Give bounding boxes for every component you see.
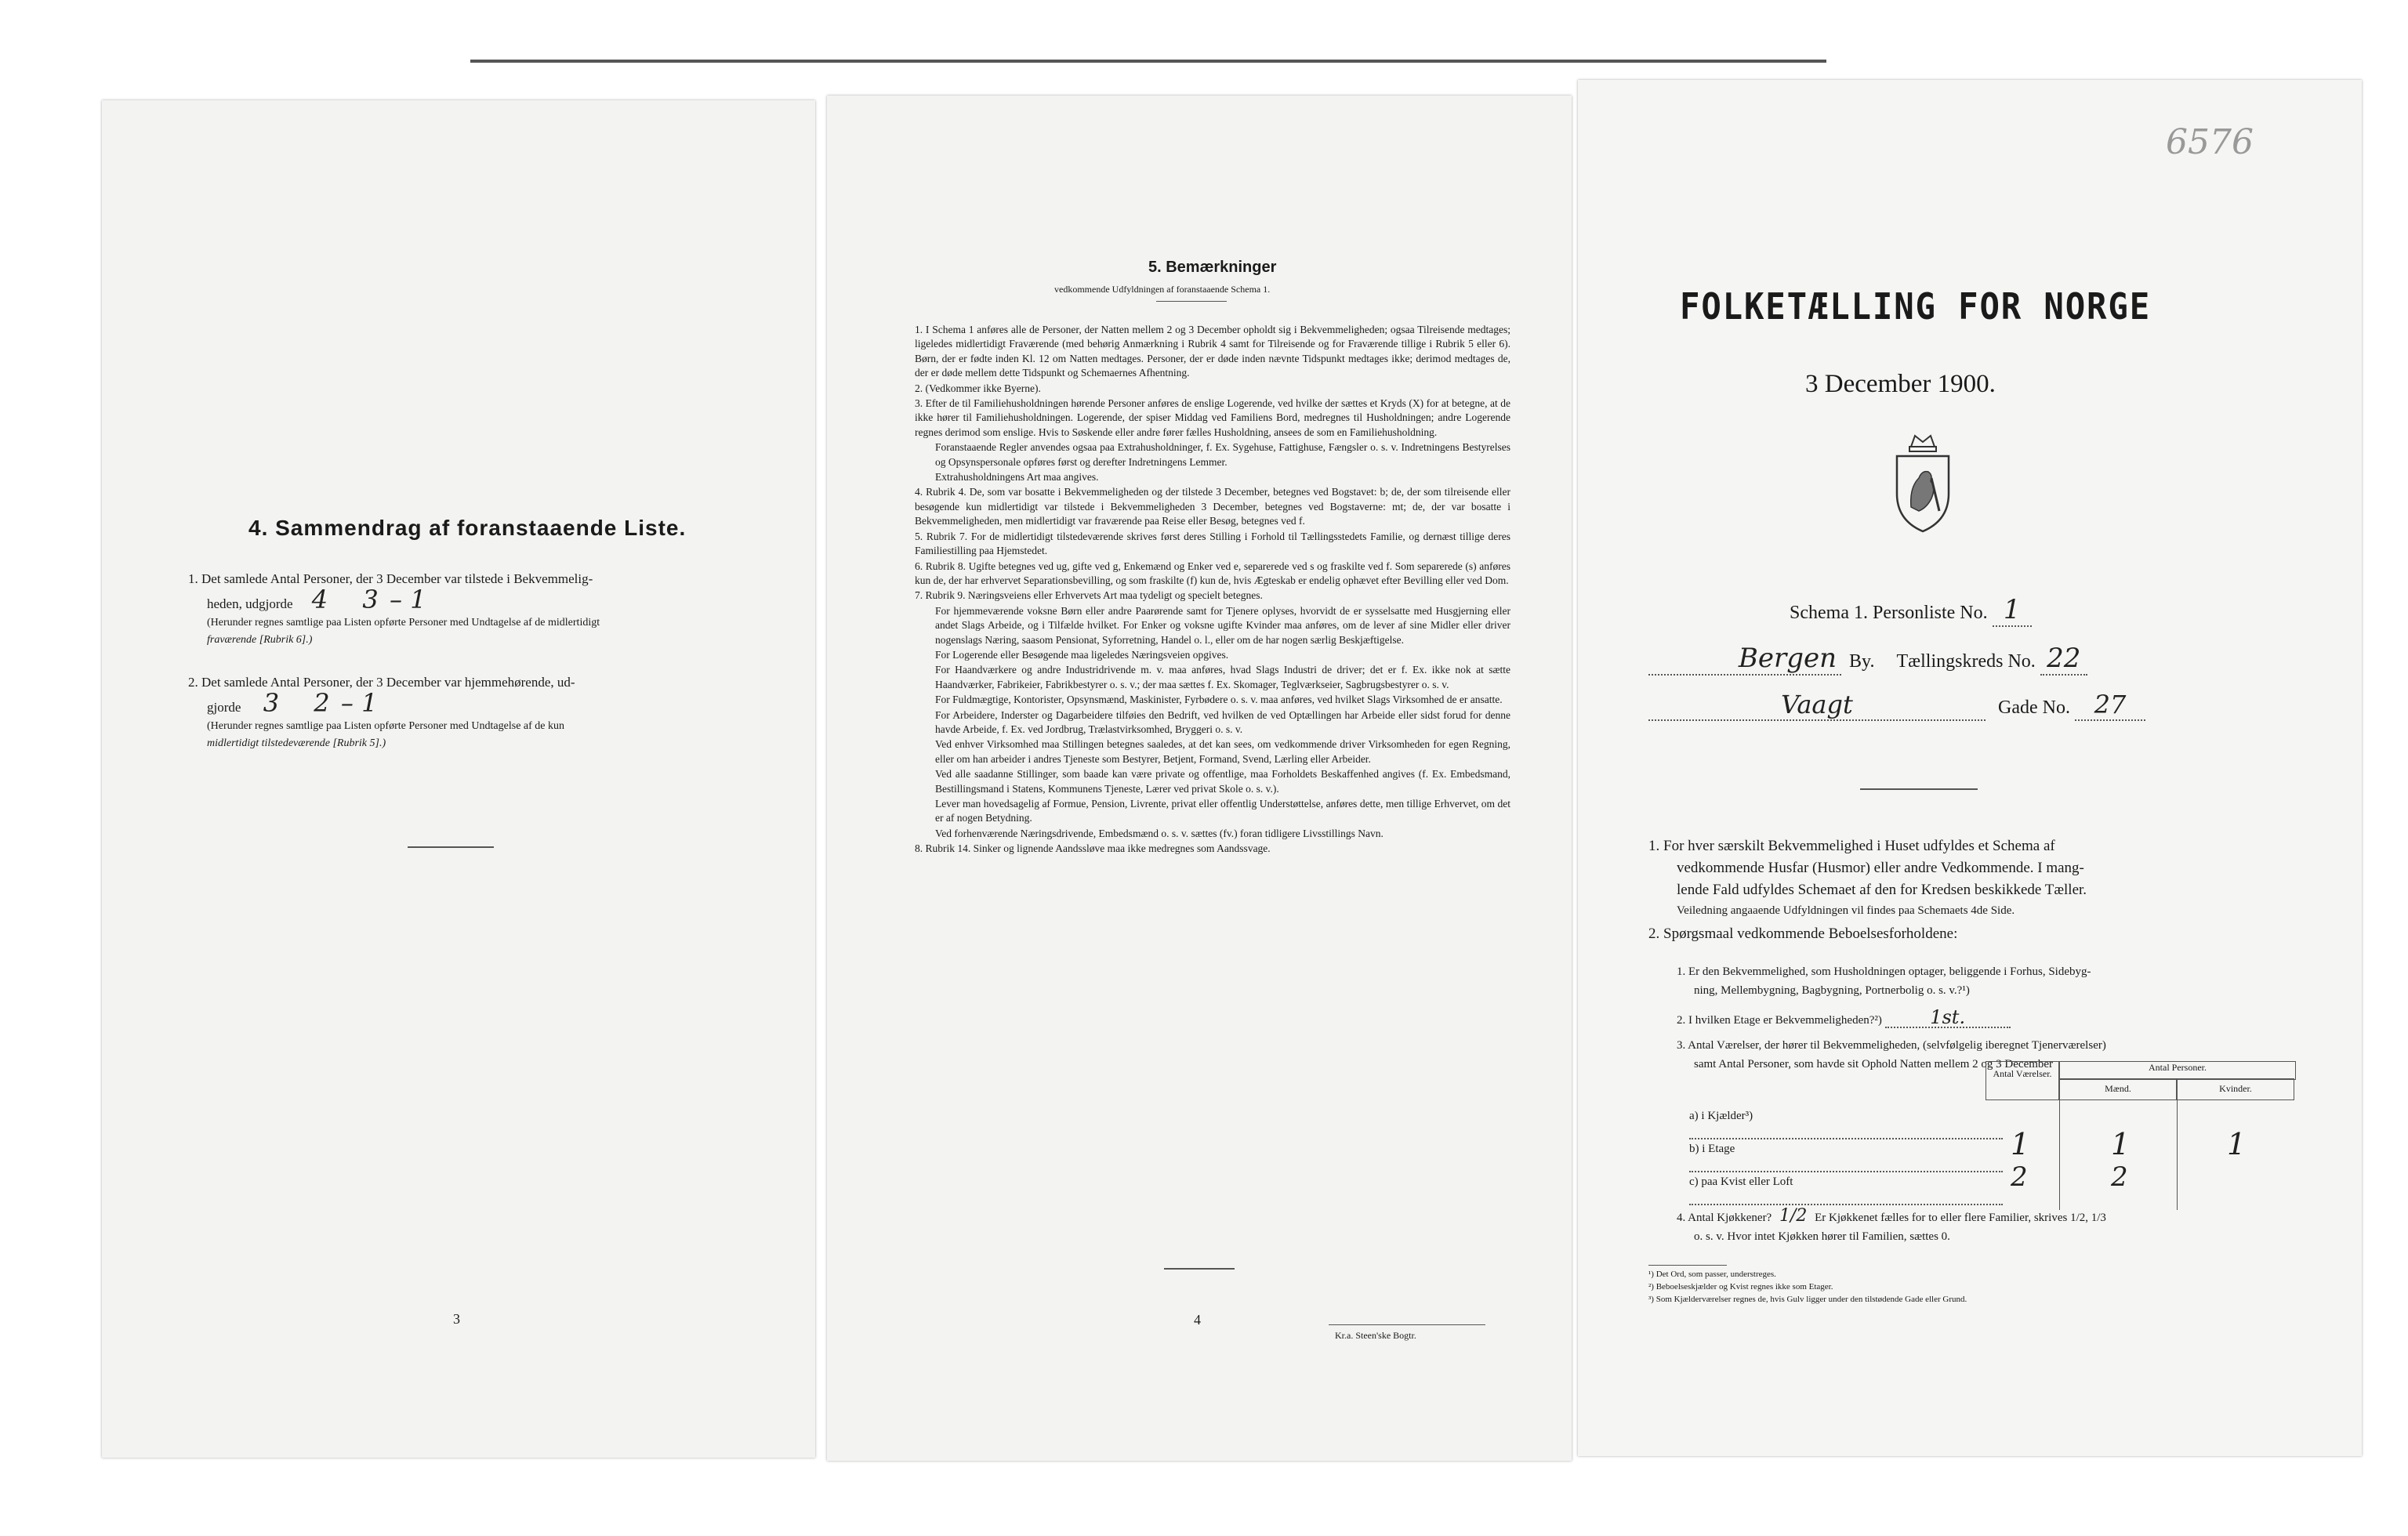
q4-line <box>1677 1207 2351 1227</box>
questions <box>1677 962 2351 1074</box>
printer-credit: Kr.a. Steen'ske Bogtr. <box>1335 1330 1416 1341</box>
q4-a: 4. Antal Kjøkkener? <box>1677 1212 1772 1224</box>
instruction-1-c: lende Fald udfyldes Schemaet af den for Kredsen beskikkede Tæller. <box>1677 882 2087 898</box>
hw-district-no: 22 <box>2040 643 2087 676</box>
page-4 <box>827 96 1572 1461</box>
remark-5: 5. Rubrik 7. For de midlertidigt tilstedeværende skrives først deres Stilling i Forhold til Tællingsstedets Familie, og dernæst tillige deres Familiestilling paa Hjemstedet. <box>915 530 1510 557</box>
form-date: 3 December 1900. <box>1805 370 1996 398</box>
hw-home-total: 3 <box>263 688 280 718</box>
remark-7-g: Ved alle saadanne Stillinger, som baade kan være private og offentlige, maa Forholdets Beskaffenhed angives (f. Ex. Embedsmand, Bestillingsmand i Statens, Kommunens Tjeneste, Lærer ved privat Skole o. s. v.). <box>935 768 1510 795</box>
q2: 2. I hvilken Etage er Bekvemmeligheden?²) <box>1677 1014 1882 1027</box>
hw-men-c: 2 <box>2111 1161 2128 1193</box>
col-persons-header: Antal Personer. <box>2059 1061 2296 1080</box>
remark-4: 4. Rubrik 4. De, som var bosatte i Bekvemmeligheden og der tilstede 3 December, betegnes ved Bogstavet: b; de, der som tilreisende eller besøgende kun midlertidigt var tilstede i Bekvemmeligheden 3 December, betegnes ved Bogstaverne: mt; de, der var bosatte i Bekvemmeligheden, men midlertidigt var fraværende paa Reise eller Besøg, betegnes ved f. <box>915 486 1510 527</box>
col-men-header: Mænd. <box>2059 1078 2177 1100</box>
summary-item-1 <box>188 569 768 649</box>
printer-rule <box>1329 1324 1485 1325</box>
city-line <box>1648 643 2315 676</box>
remark-7-c: For Haandværkere og andre Industridrivende m. v. maa anføres, hvad Slags Industri de driver; det er f. Ex. ikke nok at sætte Haandværker, Fabrikeier, Fabrikbestyrer o. s. v.; der maa sættes f. Ex. Skomager, Teglværkseier, Sagbrugsbestyrer o. s. v. <box>935 664 1510 690</box>
divider-rule <box>408 846 494 848</box>
street-line <box>1648 690 2315 721</box>
section-4-title: 4. Sammendrag af foranstaaende Liste. <box>248 516 687 540</box>
hw-gade-no: 27 <box>2075 690 2145 721</box>
page-number-4: 4 <box>1194 1312 1201 1328</box>
remark-7-i: Ved forhenværende Næringsdrivende, Embedsmænd o. s. v. sættes (fv.) foran tidligere Livsstillings Navn. <box>935 827 1384 839</box>
form-title: FOLKETÆLLING FOR NORGE <box>1680 285 2152 328</box>
table-divider-1 <box>2059 1100 2060 1210</box>
remark-1: 1. I Schema 1 anføres alle de Personer, der Natten mellem 2 og 3 December opholdt sig i Bekvemmeligheden; ogsaa Tilreisende medtages; ligeledes midlertidigt Fraværende (med behørig Anmærkning i Rubrik 4 samt for Tilreisende og for Fraværende tillige i Rubrik 5 eller 6). Børn, der er fødte inden Kl. 12 om Natten medtages. Personer, der er døde inden nævnte Tidspunkt medtages ikke; derimod medtages de, der er døde mellem dette Tidspunkt og Schemaernes Afhentning. <box>915 324 1510 379</box>
hw-kitchens: 1/2 <box>1779 1206 1808 1226</box>
top-rule <box>470 60 1826 63</box>
hw-men-b: 1 <box>2111 1127 2131 1161</box>
schema-label: Schema 1. Personliste No. <box>1790 603 1988 623</box>
city-suffix: By. <box>1849 651 1875 672</box>
q1-a: 1. Er den Bekvemmelighed, som Husholdningen optager, beliggende i Forhus, Sidebyg- <box>1677 965 2091 978</box>
schema-line <box>1790 594 2032 627</box>
summary-item-1-note-b: fraværende [Rubrik 6].) <box>207 634 313 646</box>
hw-home-female: 1 <box>361 688 378 718</box>
summary-item-2-note-b: midlertidigt tilstedeværende [Rubrik 5].) <box>207 737 386 749</box>
instruction-1-small: Veiledning angaaende Udfyldningen vil findes paa Schemaets 4de Side. <box>1677 904 2015 917</box>
remark-7-h: Lever man hovedsagelig af Formue, Pension, Livrente, privat eller offentlig Understøttelse, anføres dette, men tillige Erhvervet, om det er af nogen Betydning. <box>935 798 1510 824</box>
remark-2: 2. (Vedkommer ikke Byerne). <box>915 382 1041 394</box>
footnote-2: ²) Beboelseskjælder og Kvist regnes ikke som Etager. <box>1648 1282 1833 1291</box>
hw-home-male: 2 <box>314 688 330 718</box>
col-rooms-header: Antal Værelser. <box>1986 1061 2059 1100</box>
remark-3-extra-b: Extrahusholdningens Art maa angives. <box>935 471 1099 484</box>
summary-item-2-line-b: gjorde 3 2 – 1 <box>207 688 378 718</box>
footnotes <box>1648 1268 2338 1306</box>
instruction-1-b: vedkommende Husfar (Husmor) eller andre Vedkommende. I mang- <box>1677 860 2084 876</box>
instruction-1-a: 1. For hver særskilt Bekvemmelighed i Huset udfyldes et Schema af <box>1648 838 2055 854</box>
q3-b: samt Antal Personer, som havde sit Ophold Natten mellem 2 og 3 December <box>1694 1058 2054 1070</box>
q4-b: Er Kjøkkenet fælles for to eller flere Familier, skrives 1/2, 1/3 <box>1815 1212 2106 1224</box>
hw-street: Vaagt <box>1648 690 1986 721</box>
remark-7-a: For hjemmeværende voksne Børn eller andre Paarørende samt for Tjenere oplyses, hvorvidt de er sysselsatte med Husgjerning eller andet Slags Arbeide, og i Tilfælde hvilket. For Enker og voksne ugifte Kvinder maa anføres, om de lever af sine Midler eller driver nogenslags Næring, saasom Pensionat, Syforretning, Handel o. l., eller om de har nogen særlig Beskjæftigelse. <box>935 604 1510 646</box>
coat-of-arms-icon <box>1888 433 1958 534</box>
remark-8: 8. Rubrik 14. Sinker og lignende Aandssløve maa ikke medregnes som Aandssvage. <box>915 842 1271 855</box>
hw-present-total: 4 <box>311 585 328 614</box>
hw-etage: 1st. <box>1885 1008 2011 1028</box>
hw-rooms-c: 2 <box>2011 1161 2028 1193</box>
instruction-2: 2. Spørgsmaal vedkommende Beboelsesforholdene: <box>1648 926 1958 942</box>
divider-rule-right <box>1860 788 1978 790</box>
table-divider-2 <box>2177 1100 2178 1210</box>
remark-7: 7. Rubrik 9. Næringsveiens eller Erhvervets Art maa tydeligt og specielt betegnes. <box>915 589 1263 602</box>
page-3 <box>102 100 815 1458</box>
row-label-c: c) paa Kvist eller Loft <box>1689 1172 2003 1205</box>
remark-7-d: For Fuldmægtige, Kontorister, Opsynsmænd, Maskinister, Fyrbødere o. s. v. maa anføres, ved hvilket Slags Virksomhed de er ansatte. <box>935 694 1503 706</box>
remark-7-e: For Arbeidere, Inderster og Dagarbeidere tilføies den Bedrift, ved hvilken de ved Optællingen har Arbeide eller sidst forud for denne havde Arbeide, f. Ex. ved Jordbrug, Trælastvirksomhed, Bryggeri o. s. v. <box>935 708 1510 735</box>
remark-6: 6. Rubrik 8. Ugifte betegnes ved ug, gifte ved g, Enkemænd og Enker ved e, separerede ved s og fraskilte ved f. Som separerede (s) anføres kun de, der har erhvervet Separationsbevilling, og som fraskilte (f) kun de, hvis Ægteskab er endelig ophævet efter Bevilling eller ved Dom. <box>915 560 1510 586</box>
instruction-1 <box>1648 835 2338 945</box>
hw-present-female: 1 <box>410 585 426 614</box>
summary-item-2-note-a: (Herunder regnes samtlige paa Listen opførte Personer med Undtagelse af de kun <box>207 720 565 732</box>
remark-7-b: For Logerende eller Besøgende maa ligeledes Næringsveien opgives. <box>935 648 1229 661</box>
summary-item-1-text-a: 1. Det samlede Antal Personer, der 3 December var tilstede i Bekvemmelig- <box>188 571 593 586</box>
subtitle-rule <box>1156 301 1227 302</box>
col-women-header: Kvinder. <box>2177 1078 2294 1100</box>
remark-3: 3. Efter de til Familiehusholdningen hørende Personer anføres de enslige Logerende, ved hvilke der sættes et Kryds (X) for at betegne, at de ikke hører til Familiehusholdningen. Logerende, der spiser Middag ved Familiens Bord, medregnes til Husholdningen; andre Logerende regnes derimod som enslige. Hvis to Søskende eller andre fører fælles Husholdning, ansees de som en Familiehusholdning. <box>915 397 1510 438</box>
hw-present-male: 3 <box>362 585 379 614</box>
archive-number: 6576 <box>2166 122 2254 162</box>
page-number-3: 3 <box>453 1311 460 1327</box>
gade-label: Gade No. <box>1998 697 2070 718</box>
district-label: Tællingskreds No. <box>1896 651 2036 672</box>
hw-city: Bergen <box>1648 643 1841 676</box>
summary-item-1-line-b: heden, udgjorde 4 3 – 1 <box>207 585 426 614</box>
remarks-list <box>915 323 1510 857</box>
page-1-front <box>1578 80 2362 1456</box>
summary-item-1-text-b: heden, udgjorde <box>207 596 293 611</box>
q1-b: ning, Mellembygning, Bagbygning, Portnerbolig o. s. v.?¹) <box>1694 984 1970 997</box>
hw-women-b: 1 <box>2227 1127 2247 1161</box>
summary-item-2-text-b: gjorde <box>207 700 241 715</box>
q4 <box>1677 1207 2351 1246</box>
hw-rooms-b: 1 <box>2011 1127 2030 1161</box>
rooms-persons-table <box>1986 1061 2307 1218</box>
summary-item-2-text-a: 2. Det samlede Antal Personer, der 3 December var hjemmehørende, ud- <box>188 675 575 690</box>
table-row-labels <box>1689 1107 2003 1205</box>
q4-c: o. s. v. Hvor intet Kjøkken hører til Familien, sættes 0. <box>1694 1230 1950 1243</box>
divider-rule-mid <box>1164 1268 1235 1270</box>
q3-a: 3. Antal Værelser, der hører til Bekvemmeligheden, (selvfølgelig iberegnet Tjenerværelser) <box>1677 1039 2106 1052</box>
section-5-title: 5. Bemærkninger <box>1148 259 1277 276</box>
section-5-subtitle: vedkommende Udfyldningen af foranstaaende Schema 1. <box>1054 284 1271 295</box>
row-label-b: b) i Etage <box>1689 1139 2003 1172</box>
q2-line <box>1677 1008 2351 1030</box>
footnote-1: ¹) Det Ord, som passer, understreges. <box>1648 1270 1776 1279</box>
row-label-a: a) i Kjælder³) <box>1689 1107 2003 1139</box>
footnote-3: ³) Som Kjælderværelser regnes de, hvis Gulv ligger under den tilstødende Gade eller Grund. <box>1648 1295 1967 1304</box>
summary-item-1-note-a: (Herunder regnes samtlige paa Listen opførte Personer med Undtagelse af de midlertidigt <box>207 617 600 629</box>
remark-3-extra-a: Foranstaaende Regler anvendes ogsaa paa Extrahusholdninger, f. Ex. Sygehuse, Fattighuse, Fængsler o. s. v. Indretningens Bestyrelses og Opsynspersonale opføres først og derefter Indretningens Lemmer. <box>935 441 1510 468</box>
footnote-rule <box>1648 1265 1727 1266</box>
summary-item-2 <box>188 672 768 752</box>
remark-7-f: Ved enhver Virksomhed maa Stillingen betegnes saaledes, at det kan sees, om vedkommende driver Virksomheden for egen Regning, eller om han arbeider i andres Tjeneste som Bestyrer, Betjent, Formand, Svend, Lærling eller Arbeider. <box>935 738 1510 765</box>
hw-personliste-no: 1 <box>1993 594 2032 627</box>
